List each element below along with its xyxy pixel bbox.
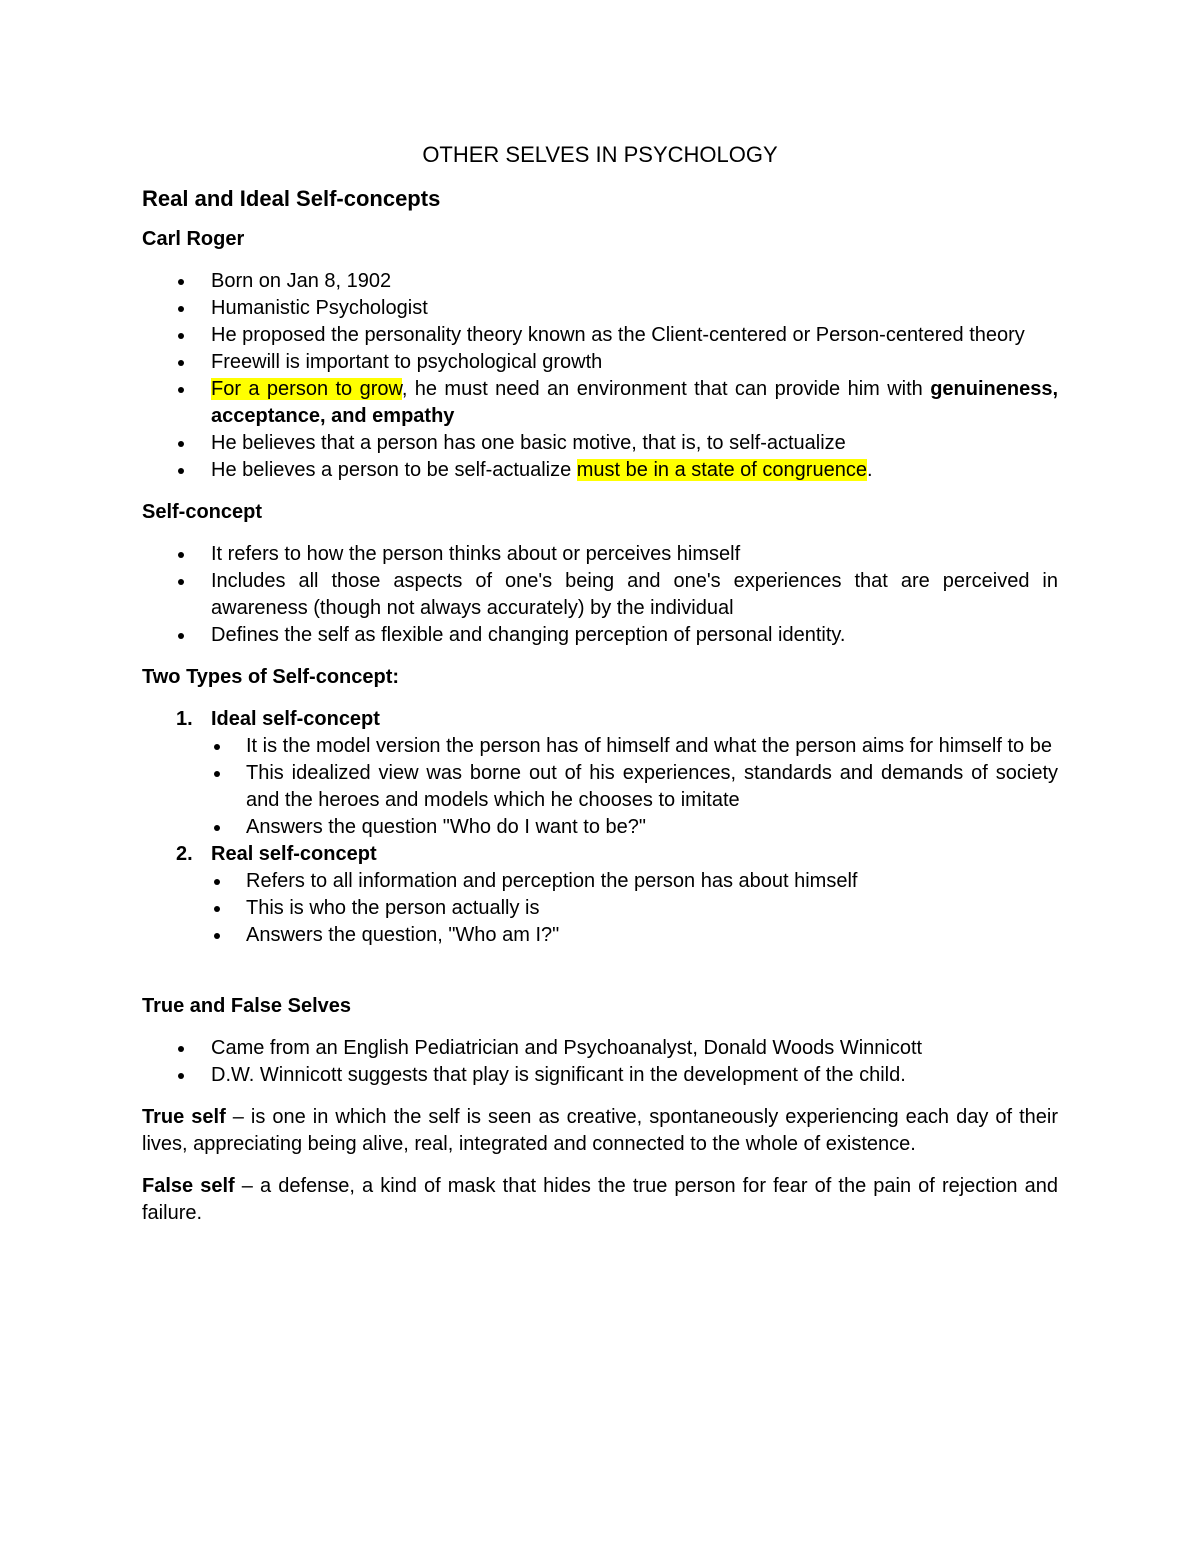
list-item (211, 895, 1058, 922)
list-item (142, 268, 1058, 295)
numbered-item (142, 706, 1058, 841)
list-item (142, 541, 1058, 568)
false-self-label: False self (142, 1175, 235, 1197)
item-number: 1. (176, 708, 193, 730)
item-title: Real self-concept (211, 843, 377, 865)
false-self-paragraph (142, 1173, 1058, 1227)
list-item-text: D.W. Winnicott suggests that play is significant in the development of the child. (211, 1064, 906, 1086)
list-item-text: Came from an English Pediatrician and Psychoanalyst, Donald Woods Winnicott (211, 1037, 923, 1059)
real-self-list (211, 868, 1058, 949)
section-heading-real-ideal: Real and Ideal Self-concepts (142, 186, 441, 211)
list-item (142, 322, 1058, 349)
subheading-true-false: True and False Selves (142, 995, 351, 1017)
list-item (142, 295, 1058, 322)
list-item (142, 568, 1058, 622)
list-item (142, 622, 1058, 649)
carl-roger-list (142, 268, 1058, 484)
subheading-carl-roger: Carl Roger (142, 228, 245, 250)
list-item-text: It is the model version the person has of himself and what the person aims for himself to be (246, 735, 1052, 757)
document-page (142, 140, 1058, 1242)
types-numbered-list (142, 706, 1058, 949)
subheading-two-types: Two Types of Self-concept: (142, 666, 400, 688)
self-concept-list (142, 541, 1058, 649)
highlighted-text: must be in a state of congruence (576, 459, 867, 481)
list-item-text: Freewill is important to psychological growth (211, 351, 603, 373)
item-title: Ideal self-concept (211, 708, 380, 730)
true-false-list (142, 1035, 1058, 1089)
true-self-label: True self (142, 1106, 226, 1128)
list-item-text: He believes that a person has one basic motive, that is, to self-actualize (211, 432, 846, 454)
subheading-self-concept: Self-concept (142, 501, 263, 523)
list-item-text: Refers to all information and perception the person has about himself (246, 870, 858, 892)
list-item-text: Includes all those aspects of one's being and one's experiences that are perceived in awareness (though not always accurately) by the individual (211, 570, 1058, 619)
bold-text: genuineness, acceptance, and empathy (211, 378, 1058, 427)
list-item (142, 376, 1058, 430)
list-item (142, 1035, 1058, 1062)
false-self-text: – a defense, a kind of mask that hides the true person for fear of the pain of rejection and failure. (142, 1175, 1058, 1224)
list-item (211, 733, 1058, 760)
highlighted-text: For a person to grow (211, 378, 402, 400)
true-self-paragraph (142, 1104, 1058, 1158)
document-title: OTHER SELVES IN PSYCHOLOGY (422, 142, 778, 167)
list-item-text: , he must need an environment that can provide him with (401, 378, 931, 400)
list-item-text: Answers the question "Who do I want to be?" (246, 816, 646, 838)
list-item (142, 430, 1058, 457)
blank-space (142, 949, 1058, 993)
list-item-text: Humanistic Psychologist (211, 297, 428, 319)
numbered-item (142, 841, 1058, 949)
list-item (211, 922, 1058, 949)
list-item-text: He proposed the personality theory known as the Client-centered or Person-centered theory (211, 324, 1025, 346)
list-item-text: This idealized view was borne out of his experiences, standards and demands of society and the heroes and models which he chooses to imitate (246, 762, 1058, 811)
list-item-text: It refers to how the person thinks about or perceives himself (211, 543, 741, 565)
list-item (211, 868, 1058, 895)
list-item (142, 349, 1058, 376)
true-self-text: – is one in which the self is seen as creative, spontaneously experiencing each day of their lives, appreciating being alive, real, integrated and connected to the whole of existence. (142, 1106, 1058, 1155)
list-item-text: Answers the question, "Who am I?" (246, 924, 560, 946)
item-number: 2. (176, 843, 193, 865)
list-item (142, 457, 1058, 484)
list-item-text: . (866, 459, 873, 481)
list-item-text: Defines the self as flexible and changing perception of personal identity. (211, 624, 846, 646)
list-item (142, 1062, 1058, 1089)
list-item-text: Born on Jan 8, 1902 (211, 270, 392, 292)
list-item (211, 760, 1058, 814)
list-item-text: He believes a person to be self-actualize (211, 459, 577, 481)
list-item (211, 814, 1058, 841)
ideal-self-list (211, 733, 1058, 841)
list-item-text: This is who the person actually is (246, 897, 540, 919)
